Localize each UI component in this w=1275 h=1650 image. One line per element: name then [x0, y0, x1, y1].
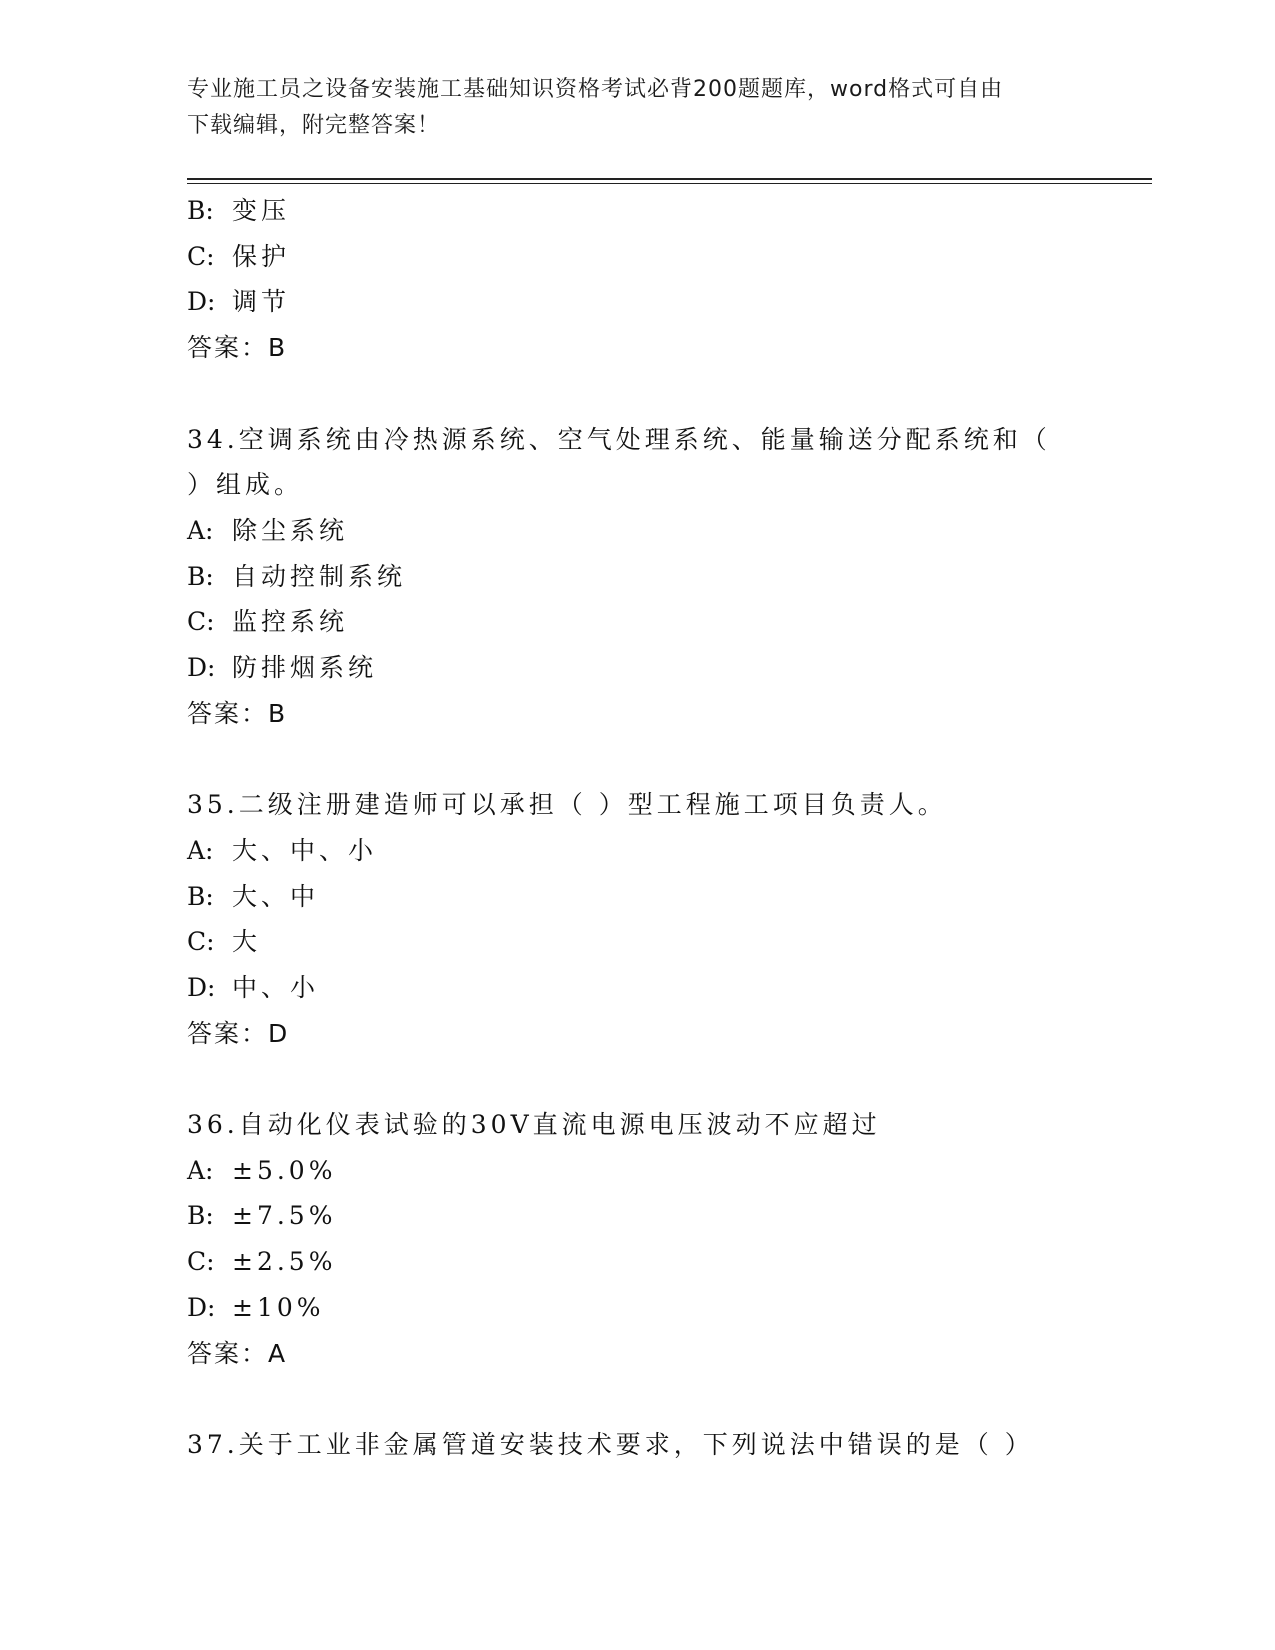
option-letter: D:	[187, 653, 216, 683]
option-c	[187, 599, 1067, 645]
option-letter: C:	[187, 241, 215, 271]
spacer	[187, 1376, 1067, 1422]
option-letter: D:	[187, 287, 216, 317]
option-letter: B:	[187, 881, 214, 911]
option-letter: A:	[187, 1155, 214, 1185]
question-33-partial	[187, 188, 1067, 371]
header-divider-thick	[187, 178, 1152, 180]
option-d	[187, 965, 1067, 1011]
option-d	[187, 1285, 1067, 1331]
option-text: 保护	[232, 241, 291, 271]
question-36	[187, 1102, 1067, 1376]
option-a	[187, 508, 1067, 554]
answer-line: 答案：A	[187, 1338, 288, 1368]
option-letter: D:	[187, 1292, 216, 1322]
question-34	[187, 417, 1067, 737]
answer-line: 答案：B	[187, 333, 288, 363]
option-c	[187, 919, 1067, 965]
option-text: 自动控制系统	[232, 561, 407, 591]
option-text: ±10%	[232, 1292, 325, 1322]
question-stem-line-1: 35.二级注册建造师可以承担（ ）型工程施工项目负责人。	[187, 790, 947, 820]
option-text: ±7.5%	[232, 1201, 337, 1231]
option-text: 监控系统	[232, 607, 349, 637]
question-stem-line-2: ）组成。	[187, 470, 304, 500]
option-text: 防排烟系统	[232, 653, 378, 683]
option-letter: B:	[187, 196, 214, 225]
option-letter: A:	[187, 835, 214, 865]
header-line-1: 专业施工员之设备安装施工基础知识资格考试必背200题题库，word格式可自由	[187, 77, 1004, 102]
option-text: ±5.0%	[232, 1155, 337, 1185]
option-b	[187, 1193, 1067, 1239]
question-stem-line-1: 34.空调系统由冷热源系统、空气处理系统、能量输送分配系统和（	[187, 424, 1051, 454]
option-d	[187, 645, 1067, 691]
option-b	[187, 874, 1067, 920]
option-text: 除尘系统	[232, 515, 349, 545]
option-a	[187, 1148, 1067, 1194]
option-text: ±2.5%	[232, 1247, 337, 1277]
option-letter: B:	[187, 561, 214, 591]
answer-line: 答案：D	[187, 1018, 290, 1048]
question-35	[187, 782, 1067, 1056]
answer-line: 答案：B	[187, 698, 288, 728]
document-header	[187, 72, 1067, 144]
header-divider-thin	[187, 183, 1152, 184]
spacer	[187, 371, 1067, 417]
question-37	[187, 1422, 1067, 1468]
option-b	[187, 554, 1067, 600]
option-text: 调节	[232, 287, 291, 317]
header-line-2: 下载编辑，附完整答案！	[187, 113, 441, 138]
option-letter: A:	[187, 515, 214, 545]
option-text: 大、中、小	[232, 835, 378, 865]
option-letter: C:	[187, 927, 215, 957]
option-c	[187, 234, 1067, 280]
spacer	[187, 1056, 1067, 1102]
question-stem-line-1: 36.自动化仪表试验的30V直流电源电压波动不应超过	[187, 1110, 881, 1140]
option-b	[187, 188, 1067, 234]
option-letter: C:	[187, 607, 215, 637]
question-content	[187, 188, 1067, 1468]
option-text: 大、中	[232, 881, 320, 911]
option-d	[187, 279, 1067, 325]
option-c	[187, 1239, 1067, 1285]
question-stem-line-1: 37.关于工业非金属管道安装技术要求，下列说法中错误的是（ ）	[187, 1429, 1034, 1459]
option-letter: C:	[187, 1247, 215, 1277]
option-text: 大	[232, 927, 262, 957]
option-text: 中、小	[232, 972, 320, 1002]
option-a	[187, 828, 1067, 874]
option-letter: D:	[187, 972, 216, 1002]
option-text: 变压	[232, 196, 291, 225]
option-letter: B:	[187, 1201, 214, 1231]
spacer	[187, 736, 1067, 782]
